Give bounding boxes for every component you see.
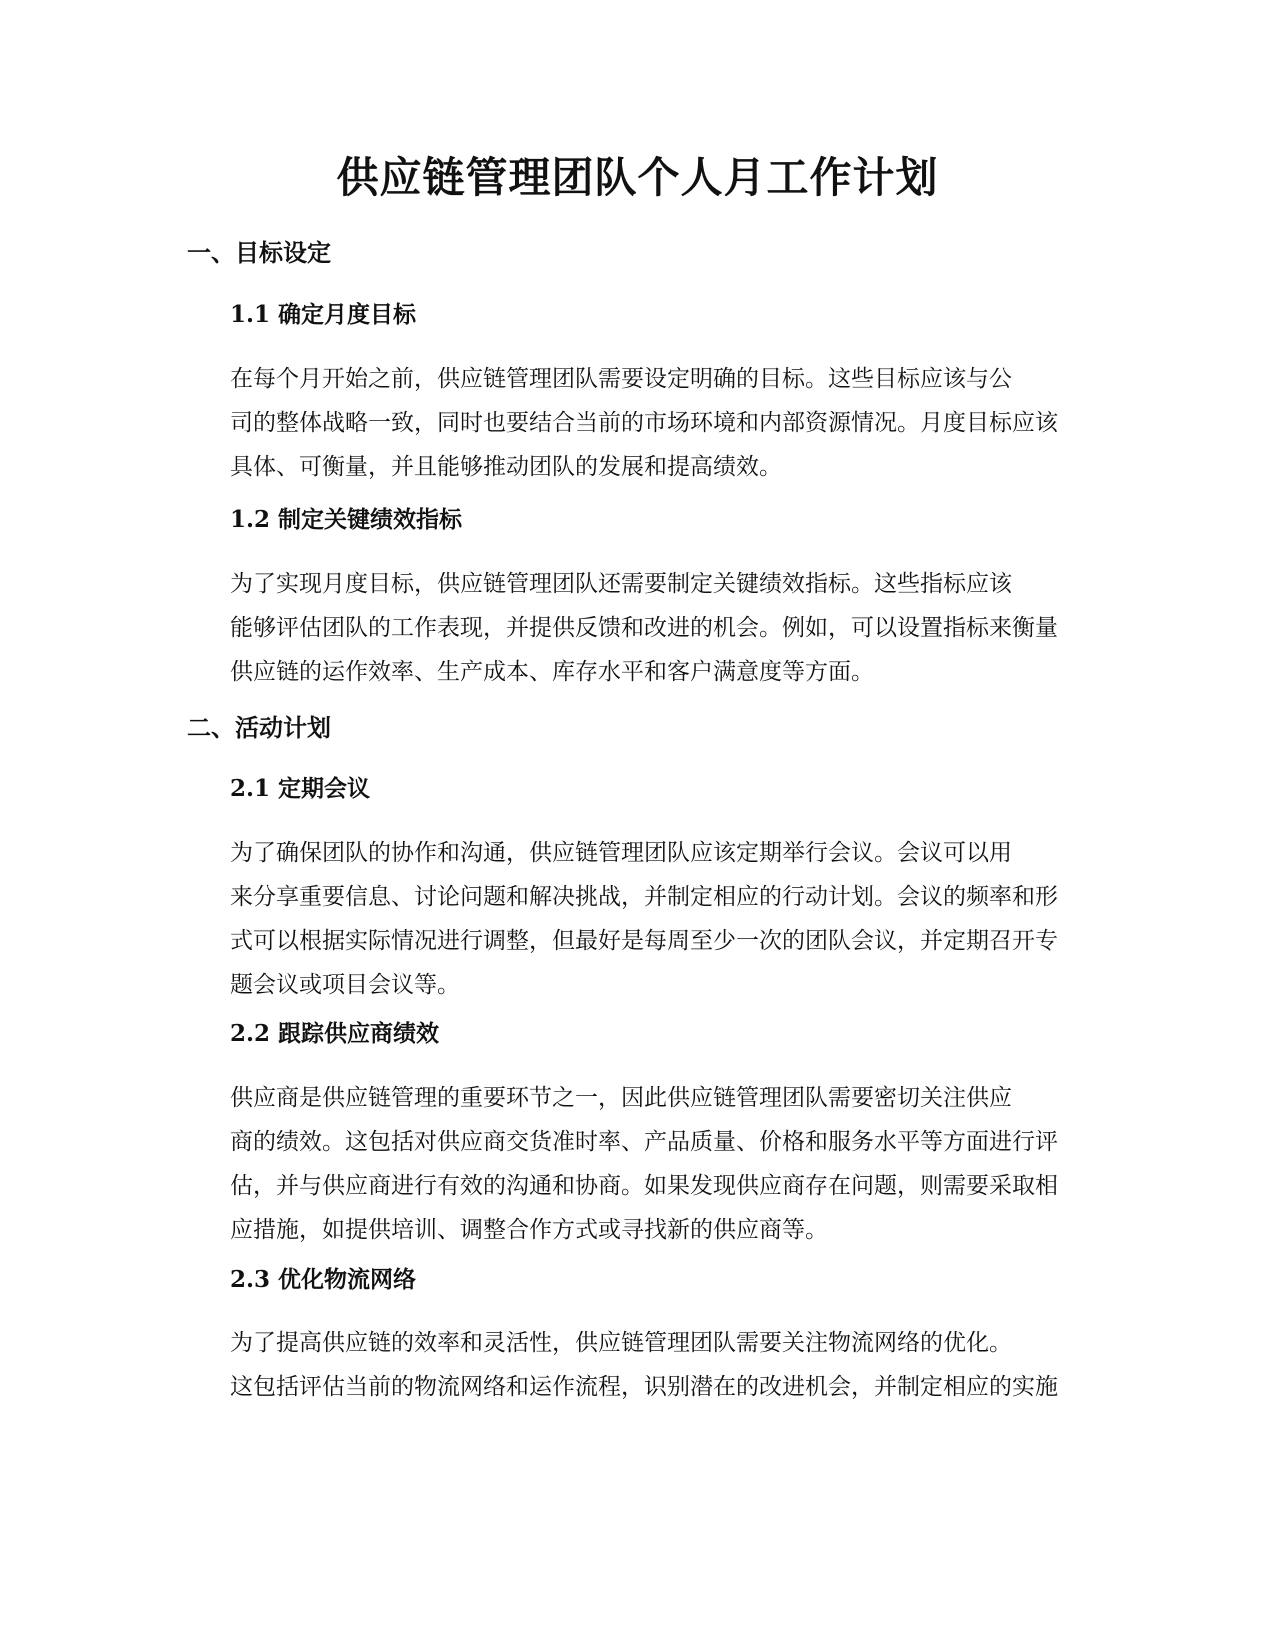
paragraph-line: 供应链的运作效率、生产成本、库存水平和客户满意度等方面。 (230, 659, 874, 685)
paragraph-line: 应措施，如提供培训、调整合作方式或寻找新的供应商等。 (230, 1217, 828, 1243)
document-title: 供应链管理团队个人月工作计划 (336, 153, 939, 202)
paragraph-line: 为了实现月度目标，供应链管理团队还需要制定关键绩效指标。这些指标应该 (230, 571, 1012, 597)
subsection-heading-2-3: 2.3 优化物流网络 (230, 1266, 417, 1293)
paragraph-line: 这包括评估当前的物流网络和运作流程，识别潜在的改进机会，并制定相应的实施 (230, 1374, 1058, 1400)
paragraph-line: 供应商是供应链管理的重要环节之一，因此供应链管理团队需要密切关注供应 (230, 1085, 1012, 1111)
paragraph-supplier-performance (187, 1076, 1087, 1252)
paragraph-line: 在每个月开始之前，供应链管理团队需要设定明确的目标。这些目标应该与公 (230, 366, 1012, 392)
section-heading-activity-plan: 二、活动计划 (187, 714, 331, 742)
paragraph-line: 司的整体战略一致，同时也要结合当前的市场环境和内部资源情况。月度目标应该 (230, 410, 1058, 436)
subsection-heading-2-1: 2.1 定期会议 (230, 775, 371, 802)
paragraph-line: 为了确保团队的协作和沟通，供应链管理团队应该定期举行会议。会议可以用 (230, 840, 1012, 866)
paragraph-logistics-network (187, 1321, 1087, 1409)
paragraph-line: 式可以根据实际情况进行调整，但最好是每周至少一次的团队会议，并定期召开专 (230, 928, 1058, 954)
subsection-heading-2-2: 2.2 跟踪供应商绩效 (230, 1020, 440, 1047)
paragraph-line: 题会议或项目会议等。 (230, 972, 460, 998)
section-heading-goal-setting: 一、目标设定 (187, 239, 331, 267)
paragraph-line: 估，并与供应商进行有效的沟通和协商。如果发现供应商存在问题，则需要采取相 (230, 1173, 1058, 1199)
paragraph-kpi (187, 562, 1087, 694)
subsection-heading-1-2: 1.2 制定关键绩效指标 (230, 506, 463, 533)
subsection-heading-1-1: 1.1 确定月度目标 (230, 301, 417, 328)
paragraph-line: 来分享重要信息、讨论问题和解决挑战，并制定相应的行动计划。会议的频率和形 (230, 884, 1058, 910)
paragraph-line: 商的绩效。这包括对供应商交货准时率、产品质量、价格和服务水平等方面进行评 (230, 1129, 1058, 1155)
paragraph-monthly-goals (187, 357, 1087, 489)
paragraph-regular-meetings (187, 831, 1087, 1007)
paragraph-line: 具体、可衡量，并且能够推动团队的发展和提高绩效。 (230, 454, 782, 480)
paragraph-line: 为了提高供应链的效率和灵活性，供应链管理团队需要关注物流网络的优化。 (230, 1330, 1012, 1356)
paragraph-line: 能够评估团队的工作表现，并提供反馈和改进的机会。例如，可以设置指标来衡量 (230, 615, 1058, 641)
